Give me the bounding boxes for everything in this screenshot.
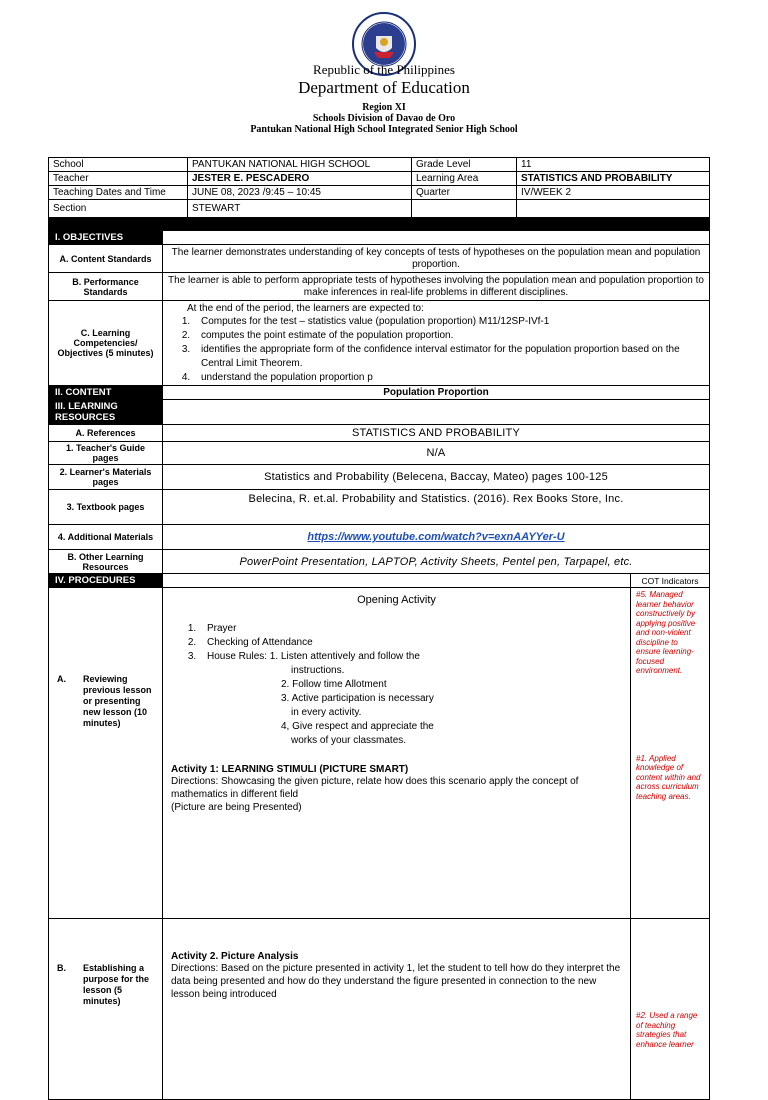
procedure-b-label-cell [49,919,163,1100]
area-value: STATISTICS AND PROBABILITY [517,172,710,186]
house-rules: instructions. 2. Follow time Allotment 3. Active participation is necessary in every activity. 4, Give respect and appreciate the works of your classmates. [281,665,434,746]
dates-value: JUNE 08, 2023 /9:45 – 10:45 [188,186,412,200]
textbook-value: Belecina, R. et.al. Probability and Statistics. (2016). Rex Books Store, Inc. [163,490,710,525]
activity-2-title: Activity 2. Picture Analysis [171,951,299,962]
cot-indicator-1: #1. Applied knowledge of content within and across curriculum teaching areas. [636,753,701,801]
youtube-link[interactable]: https://www.youtube.com/watch?v=exnAAYYer-U [163,525,710,550]
references-value: STATISTICS AND PROBABILITY [163,425,710,442]
teacher-value: JESTER E. PESCADERO [188,172,412,186]
opening-list-item: 2. Checking of Attendance [199,636,622,650]
area-label: Learning Area [412,172,517,186]
cot-cell-b [631,919,710,1100]
activity-1-directions: Directions: Showcasing the given picture, relate how does this scenario apply the concept of mathematics in different field [171,776,579,800]
opening-activity-title: Opening Activity [357,594,436,606]
teachers-guide-label: 1. Teacher's Guide pages [49,442,163,465]
competency-item: 1. Computes for the test – statistics value (population proportion) M11/12SP-IVf-1 [193,315,705,329]
content-header: II. CONTENT [49,386,163,400]
cot-indicator-2: #2. Used a range of teaching strategies that enhance learner [636,1011,698,1049]
procedure-b-label: Establishing a purpose for the lesson (5 minutes) [83,963,150,1006]
cot-indicator-5: #5. Managed learner behavior constructively by applying positive and non-violent discipline to ensure learning-focused environment. [636,590,696,675]
resources-header: III. LEARNING RESOURCES [49,400,163,425]
region-line: Region XI [362,102,406,113]
learners-materials-label: 2. Learner's Materials pages [49,465,163,490]
learners-materials-value: Statistics and Probability (Belecena, Baccay, Mateo) pages 100-125 [163,465,710,490]
activity-1-note: (Picture are being Presented) [171,802,302,813]
activity-2-directions: Directions: Based on the picture presented in activity 1, let the student to tell how do they interpret the data being presented and how do they understand the figure presented in connection to the new lesson being introduced [171,963,621,1000]
content-standards-text: The learner demonstrates understanding of key concepts of tests of hypotheses on the population mean and population proportion. [163,245,710,273]
opening-list-item: 3. House Rules: 1. Listen attentively and follow the [199,650,622,664]
procedures-header: IV. PROCEDURES [49,574,163,588]
info-table [48,157,710,231]
grade-label: Grade Level [412,158,517,172]
content-value: Population Proportion [163,386,710,400]
textbook-label: 3. Textbook pages [49,490,163,525]
school-line: Pantukan National High School Integrated Senior High School [250,124,518,135]
school-value: PANTUKAN NATIONAL HIGH SCHOOL [188,158,412,172]
procedure-b-letter: B. [57,963,66,973]
performance-standards-label: B. Performance Standards [49,273,163,301]
division-line: Schools Division of Davao de Oro [312,113,456,124]
competencies-list [167,315,705,385]
competency-item: 2. computes the point estimate of the population proportion. [193,329,705,343]
additional-materials-label: 4. Additional Materials [49,525,163,550]
content-standards-label: A. Content Standards [49,245,163,273]
cot-cell-a [631,588,710,919]
department-title: Department of Education [298,78,470,97]
procedure-a-letter: A. [57,674,66,684]
competencies-intro: At the end of the period, the learners are expected to: [187,303,424,314]
competencies-cell [163,301,710,386]
procedure-a-content [163,588,631,919]
section-value: STEWART [188,200,412,218]
objectives-header: I. OBJECTIVES [49,230,163,245]
school-label: School [49,158,188,172]
procedure-a-label: Reviewing previous lesson or presenting new lesson (10 minutes) [83,674,152,728]
performance-standards-text: The learner is able to perform appropriate tests of hypotheses involving the population mean and population proportion to make inferences in real-life problems in different disciplines. [163,273,710,301]
opening-list-item: 1. Prayer [199,622,622,636]
opening-list [171,622,622,664]
references-label: A. References [49,425,163,442]
teachers-guide-value: N/A [163,442,710,465]
lesson-plan-table [48,229,710,1100]
quarter-value: IV/WEEK 2 [517,186,710,200]
procedure-a-label-cell [49,588,163,919]
grade-value: 11 [517,158,710,172]
other-resources-label: B. Other Learning Resources [49,550,163,574]
procedure-b-content [163,919,631,1100]
republic-line: Republic of the Philippines [313,62,455,77]
teacher-label: Teacher [49,172,188,186]
section-label: Section [49,200,188,218]
cot-indicators-header: COT Indicators [631,574,710,588]
activity-1-title: Activity 1: LEARNING STIMULI (PICTURE SMART) [171,764,409,775]
competencies-label: C. Learning Competencies/ Objectives (5 minutes) [49,301,163,386]
quarter-label: Quarter [412,186,517,200]
competency-item: 3. identifies the appropriate form of the confidence interval estimator for the population proportion based on the Central Limit Theorem. [193,343,705,371]
other-resources-value: PowerPoint Presentation, LAPTOP, Activity Sheets, Pentel pen, Tarpapel, etc. [163,550,710,574]
dates-label: Teaching Dates and Time [49,186,188,200]
competency-item: 4. understand the population proportion p [193,371,705,385]
